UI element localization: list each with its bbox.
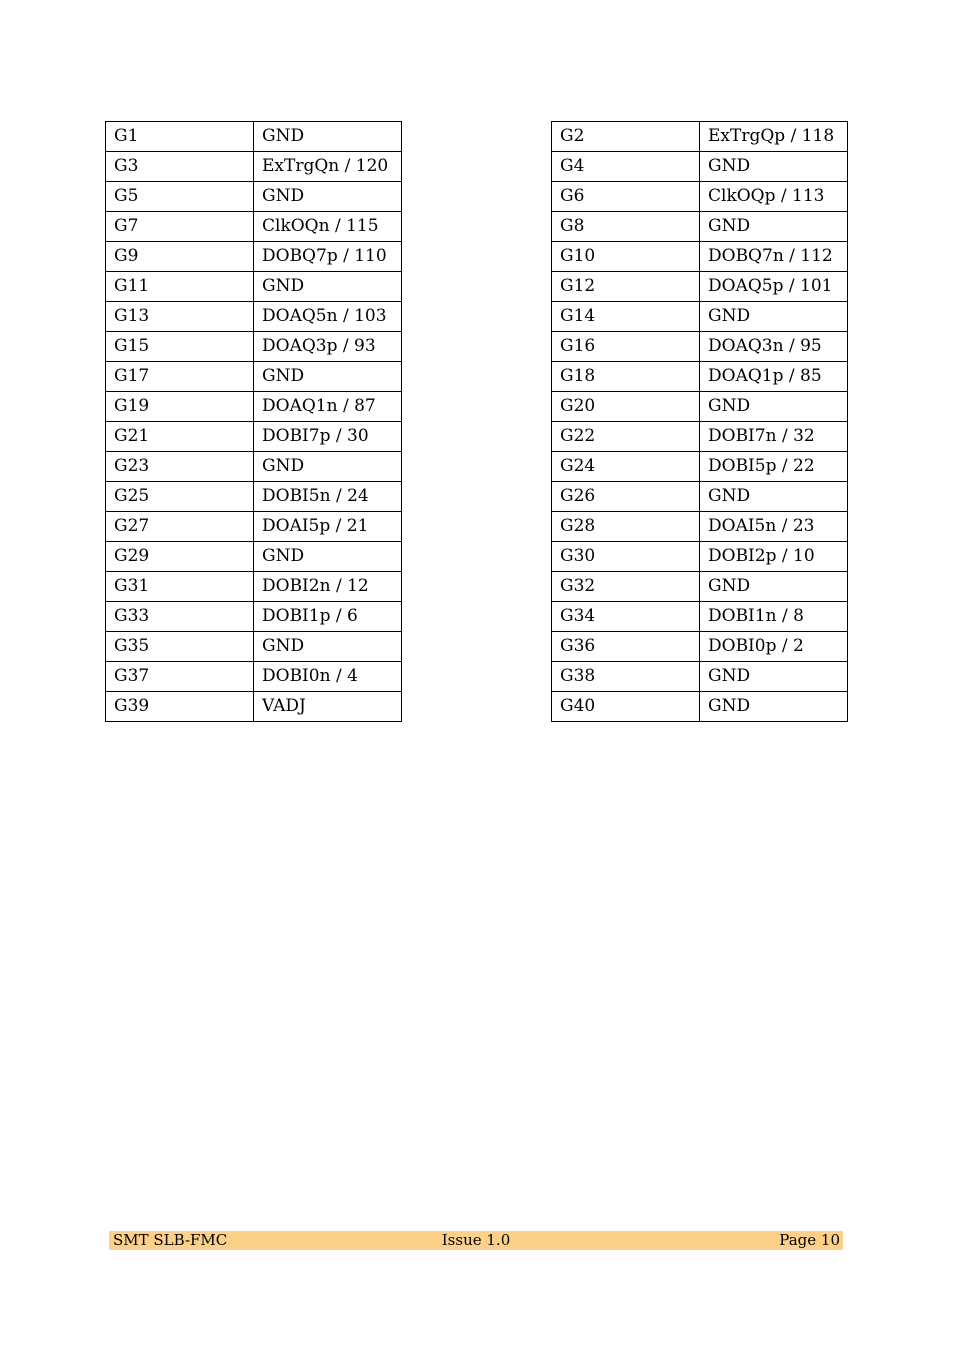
pin-number-cell: G8 <box>552 212 700 242</box>
pin-table-left <box>105 121 402 722</box>
signal-cell: DOBI1n / 8 <box>700 602 848 632</box>
table-row <box>106 272 402 302</box>
table-row <box>552 572 848 602</box>
table-row <box>552 392 848 422</box>
signal-cell: DOAQ3n / 95 <box>700 332 848 362</box>
table-row <box>106 212 402 242</box>
signal-cell: ClkOQp / 113 <box>700 182 848 212</box>
signal-cell: GND <box>254 542 402 572</box>
signal-cell: GND <box>700 152 848 182</box>
pin-number-cell: G29 <box>106 542 254 572</box>
table-row <box>106 662 402 692</box>
pin-number-cell: G15 <box>106 332 254 362</box>
pin-number-cell: G1 <box>106 122 254 152</box>
signal-cell: GND <box>254 272 402 302</box>
pin-number-cell: G5 <box>106 182 254 212</box>
signal-cell: VADJ <box>254 692 402 722</box>
pin-number-cell: G32 <box>552 572 700 602</box>
table-row <box>106 602 402 632</box>
pin-number-cell: G13 <box>106 302 254 332</box>
signal-cell: DOAQ3p / 93 <box>254 332 402 362</box>
pin-number-cell: G36 <box>552 632 700 662</box>
table-row <box>552 692 848 722</box>
signal-cell: DOBI5n / 24 <box>254 482 402 512</box>
pin-number-cell: G30 <box>552 542 700 572</box>
signal-cell: DOBI0p / 2 <box>700 632 848 662</box>
signal-cell: GND <box>700 692 848 722</box>
table-row <box>552 272 848 302</box>
signal-cell: GND <box>254 362 402 392</box>
table-row <box>552 302 848 332</box>
signal-cell: DOBQ7p / 110 <box>254 242 402 272</box>
signal-cell: DOBI5p / 22 <box>700 452 848 482</box>
footer-issue: Issue 1.0 <box>441 1231 511 1249</box>
table-row <box>106 242 402 272</box>
signal-cell: GND <box>700 392 848 422</box>
table-row <box>552 332 848 362</box>
table-row <box>552 632 848 662</box>
pin-number-cell: G16 <box>552 332 700 362</box>
table-row <box>106 122 402 152</box>
pin-number-cell: G24 <box>552 452 700 482</box>
pin-number-cell: G21 <box>106 422 254 452</box>
signal-cell: DOBQ7n / 112 <box>700 242 848 272</box>
signal-cell: DOAQ5n / 103 <box>254 302 402 332</box>
signal-cell: DOAQ1n / 87 <box>254 392 402 422</box>
table-row <box>106 482 402 512</box>
signal-cell: GND <box>254 122 402 152</box>
table-row <box>552 362 848 392</box>
signal-cell: DOBI2p / 10 <box>700 542 848 572</box>
pin-number-cell: G26 <box>552 482 700 512</box>
table-row <box>106 422 402 452</box>
signal-cell: DOAQ1p / 85 <box>700 362 848 392</box>
table-row <box>552 662 848 692</box>
pin-number-cell: G12 <box>552 272 700 302</box>
table-row <box>106 572 402 602</box>
signal-cell: DOBI1p / 6 <box>254 602 402 632</box>
signal-cell: DOBI7p / 30 <box>254 422 402 452</box>
table-row <box>552 602 848 632</box>
table-row <box>106 362 402 392</box>
signal-cell: ExTrgQp / 118 <box>700 122 848 152</box>
pin-number-cell: G11 <box>106 272 254 302</box>
pin-table-right-body <box>552 122 848 722</box>
pin-number-cell: G37 <box>106 662 254 692</box>
signal-cell: DOAI5n / 23 <box>700 512 848 542</box>
footer-page-number: Page 10 <box>779 1231 840 1249</box>
table-row <box>106 452 402 482</box>
signal-cell: GND <box>254 182 402 212</box>
pin-number-cell: G20 <box>552 392 700 422</box>
table-row <box>552 452 848 482</box>
pin-number-cell: G34 <box>552 602 700 632</box>
pin-number-cell: G39 <box>106 692 254 722</box>
signal-cell: DOBI7n / 32 <box>700 422 848 452</box>
table-row <box>552 122 848 152</box>
pin-number-cell: G28 <box>552 512 700 542</box>
pin-number-cell: G31 <box>106 572 254 602</box>
pin-number-cell: G7 <box>106 212 254 242</box>
pin-number-cell: G33 <box>106 602 254 632</box>
pin-table-right <box>551 121 848 722</box>
table-row <box>106 512 402 542</box>
signal-cell: DOBI0n / 4 <box>254 662 402 692</box>
table-row <box>552 482 848 512</box>
footer-document-title: SMT SLB-FMC <box>113 1231 228 1249</box>
pin-number-cell: G40 <box>552 692 700 722</box>
pin-number-cell: G17 <box>106 362 254 392</box>
page-footer <box>109 1231 843 1250</box>
pin-number-cell: G10 <box>552 242 700 272</box>
pin-number-cell: G27 <box>106 512 254 542</box>
table-row <box>552 512 848 542</box>
pin-number-cell: G9 <box>106 242 254 272</box>
table-row <box>106 632 402 662</box>
table-row <box>552 212 848 242</box>
pin-number-cell: G35 <box>106 632 254 662</box>
pin-number-cell: G2 <box>552 122 700 152</box>
table-row <box>106 692 402 722</box>
table-row <box>552 542 848 572</box>
table-row <box>106 182 402 212</box>
table-row <box>552 152 848 182</box>
signal-cell: GND <box>700 212 848 242</box>
pin-number-cell: G4 <box>552 152 700 182</box>
signal-cell: DOAI5p / 21 <box>254 512 402 542</box>
signal-cell: DOBI2n / 12 <box>254 572 402 602</box>
pin-number-cell: G6 <box>552 182 700 212</box>
pin-number-cell: G14 <box>552 302 700 332</box>
table-row <box>552 182 848 212</box>
pin-number-cell: G19 <box>106 392 254 422</box>
signal-cell: DOAQ5p / 101 <box>700 272 848 302</box>
table-row <box>106 332 402 362</box>
signal-cell: ClkOQn / 115 <box>254 212 402 242</box>
pin-table-left-body <box>106 122 402 722</box>
signal-cell: GND <box>254 632 402 662</box>
table-row <box>552 242 848 272</box>
table-row <box>552 422 848 452</box>
pin-number-cell: G38 <box>552 662 700 692</box>
pin-number-cell: G25 <box>106 482 254 512</box>
signal-cell: GND <box>700 302 848 332</box>
table-row <box>106 542 402 572</box>
signal-cell: ExTrgQn / 120 <box>254 152 402 182</box>
signal-cell: GND <box>700 662 848 692</box>
pin-number-cell: G3 <box>106 152 254 182</box>
signal-cell: GND <box>254 452 402 482</box>
pin-number-cell: G22 <box>552 422 700 452</box>
table-row <box>106 392 402 422</box>
signal-cell: GND <box>700 572 848 602</box>
pin-number-cell: G18 <box>552 362 700 392</box>
pin-number-cell: G23 <box>106 452 254 482</box>
table-row <box>106 152 402 182</box>
signal-cell: GND <box>700 482 848 512</box>
table-row <box>106 302 402 332</box>
